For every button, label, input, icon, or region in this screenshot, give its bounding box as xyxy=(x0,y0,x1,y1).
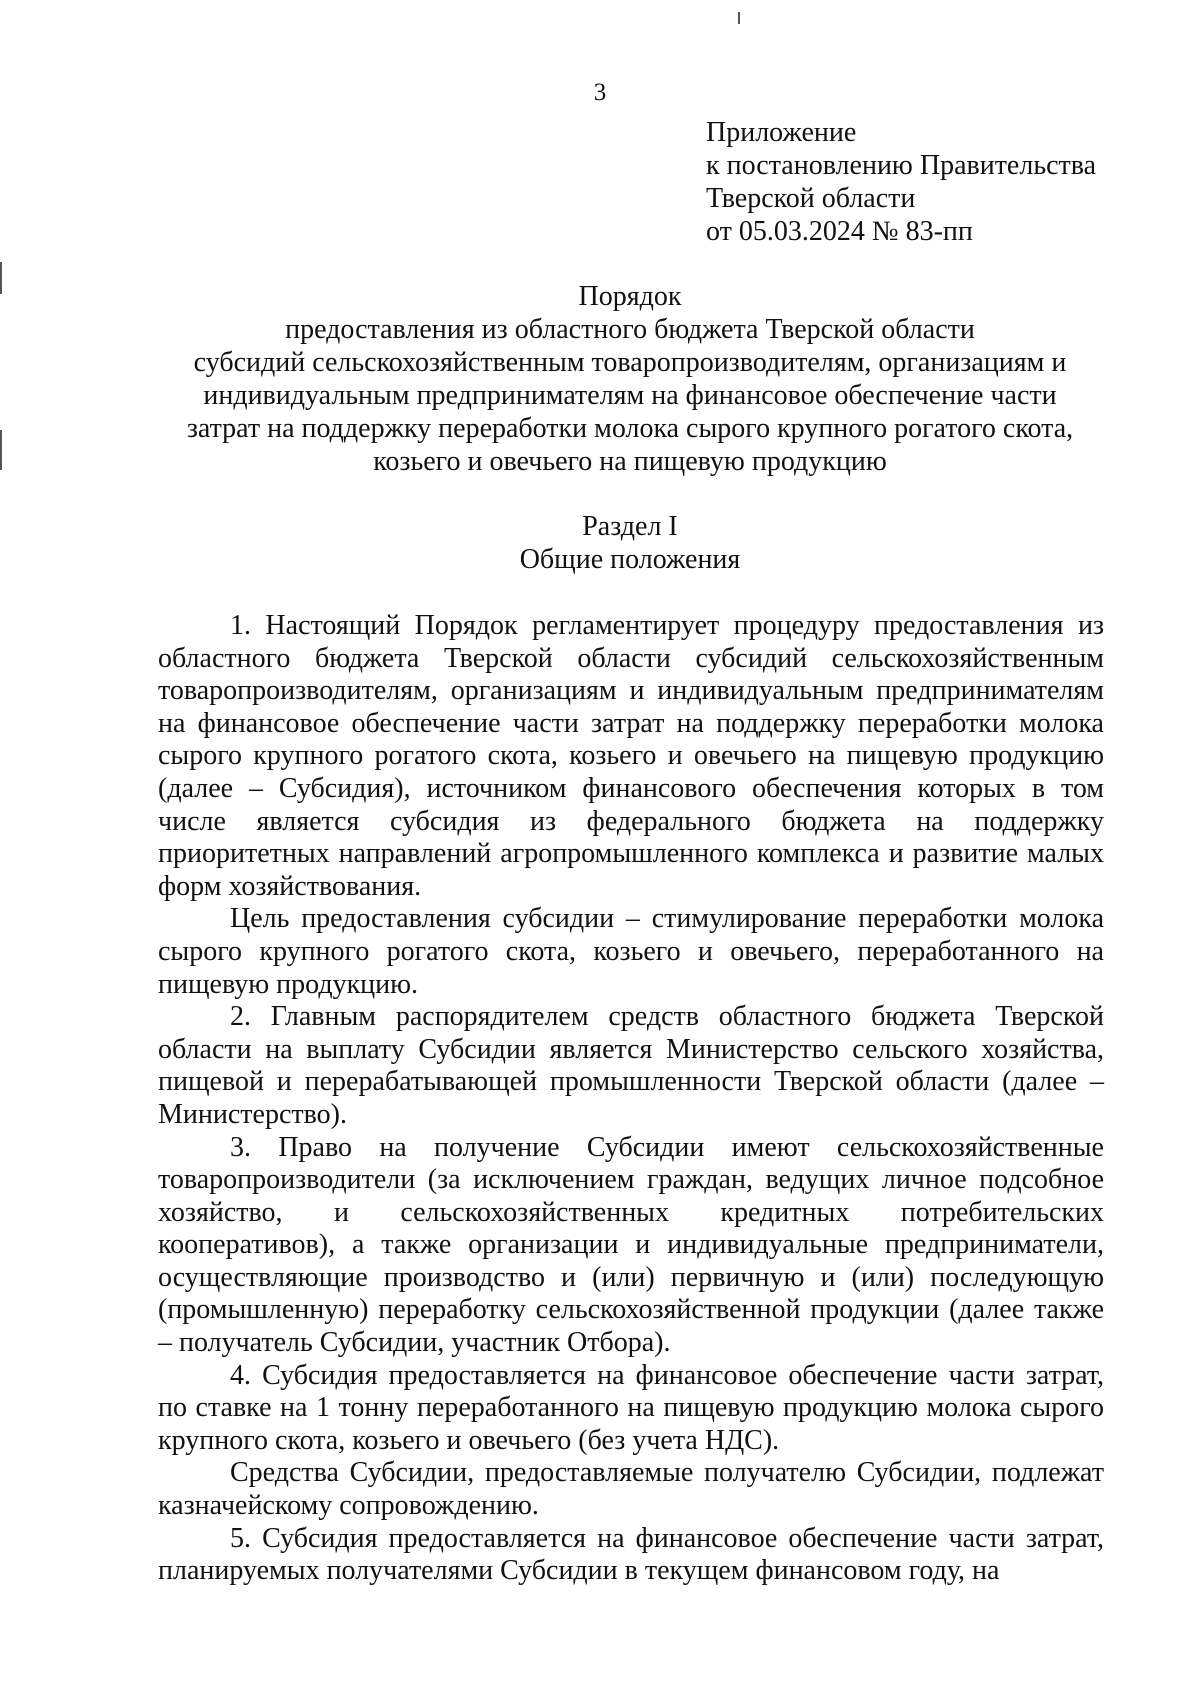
paragraph: Цель предоставления субсидии – стимулирование переработки молока сырого крупного рогатого скота, козьего и овечьего, переработанного на пищевую продукцию. xyxy=(158,903,1104,1000)
document-title xyxy=(130,280,1130,478)
paragraph: 3. Право на получение Субсидии имеют сельскохозяйственные товаропроизводители (за исключением граждан, ведущих личное подсобное хозяйство, и сельскохозяйственных кредитных потребительских кооперативов), а также организации и индивидуальные предприниматели, осуществляющие производство и (или) первичную и (или) последующую (промышленную) переработку сельскохозяйственной продукции (далее также – получатель Субсидии, участник Отбора). xyxy=(158,1131,1104,1359)
scan-edge-mark xyxy=(0,262,2,294)
paragraph: Средства Субсидии, предоставляемые получателю Субсидии, подлежат казначейскому сопровождению. xyxy=(158,1457,1104,1522)
title-heading: Порядок xyxy=(578,281,682,312)
paragraph: 4. Субсидия предоставляется на финансовое обеспечение части затрат, по ставке на 1 тонну переработанного на пищевую продукцию молока сырого крупного скота, козьего и овечьего (без учета НДС). xyxy=(158,1359,1104,1456)
section-number: Раздел I xyxy=(582,511,678,542)
page-number: 3 xyxy=(593,79,607,106)
appendix-note xyxy=(706,116,1096,248)
title-line: субсидий сельскохозяйственным товаропроизводителям, организациям и xyxy=(193,347,1067,378)
scan-speck xyxy=(738,12,740,24)
paragraph: 2. Главным распорядителем средств областного бюджета Тверской области на выплату Субсидии является Министерство сельского хозяйства, пищевой и перерабатывающей промышленности Тверской области (далее – Министерство). xyxy=(158,1001,1104,1130)
title-line: затрат на поддержку переработки молока сырого крупного рогатого скота, xyxy=(186,413,1074,444)
paragraph: 1. Настоящий Порядок регламентирует процедуру предоставления из областного бюджета Тверской области субсидий сельскохозяйственным товаропроизводителям, организациям и индивидуальным предпринимателям на финансовое обеспечение части затрат на поддержку переработки молока сырого крупного рогатого скота, козьего и овечьего на пищевую продукцию (далее – Субсидия), источником финансового обеспечения которых в том числе является субсидия из федерального бюджета на поддержку приоритетных направлений агропромышленного комплекса и развитие малых форм хозяйствования. xyxy=(158,610,1104,902)
title-line: козьего и овечьего на пищевую продукцию xyxy=(373,446,887,477)
appendix-line: Приложение xyxy=(706,117,857,148)
paragraph: 5. Субсидия предоставляется на финансовое обеспечение части затрат, планируемых получателями Субсидии в текущем финансовом году, на xyxy=(158,1522,1104,1587)
section-name: Общие положения xyxy=(519,544,741,575)
appendix-line: Тверской области xyxy=(706,183,916,214)
title-line: индивидуальным предпринимателям на финансовое обеспечение части xyxy=(203,380,1057,411)
section-heading xyxy=(130,510,1130,576)
appendix-line: от 05.03.2024 № 83-пп xyxy=(706,216,973,247)
appendix-line: к постановлению Правительства xyxy=(706,150,1097,181)
document-body xyxy=(158,610,1104,1588)
title-line: предоставления из областного бюджета Тверской области xyxy=(285,314,975,345)
scan-edge-mark xyxy=(0,430,2,470)
